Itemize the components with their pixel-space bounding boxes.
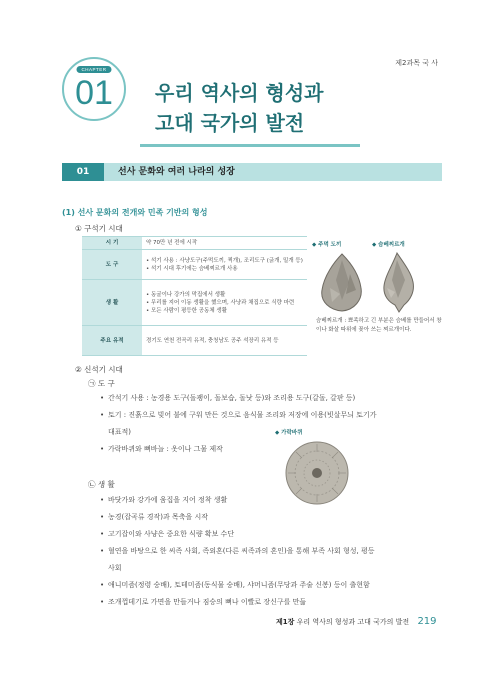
section-title: 선사 문화와 여러 나라의 성장 <box>118 167 235 177</box>
tanged-point-image <box>377 250 422 315</box>
page-label: 제2과목 국 사 <box>395 59 438 67</box>
table-head: 시 기 <box>82 237 142 250</box>
table-head: 생 활 <box>82 280 142 326</box>
subsection-heading: (1) 선사 문화의 전개와 민족 기반의 형성 <box>62 208 208 217</box>
list-item: • 혈연을 바탕으로 한 씨족 사회, 족외혼(다른 씨족과의 혼인)을 통해 부족 사회 형성, 평등 <box>100 543 375 560</box>
page-footer <box>276 616 437 627</box>
life-heading: ㉡ 생 활 <box>88 480 115 489</box>
table-cell: • 동굴이나 강가의 막집에서 생활 • 무리를 지어 이동 생활을 했으며, 사냥과 채집으로 식량 마련 • 모든 사람이 평등한 공동체 생활 <box>142 280 307 326</box>
list-item: • 고기잡이와 사냥은 중요한 식량 확보 수단 <box>100 526 375 543</box>
chapter-title <box>155 78 324 138</box>
table-head: 도 구 <box>82 250 142 280</box>
hand-axe-image <box>312 250 372 315</box>
table-head: 주요 유적 <box>82 326 142 356</box>
tools-heading: ㉠ 도 구 <box>88 379 115 388</box>
table-row <box>82 326 307 356</box>
section-number: 01 <box>62 163 104 181</box>
list-item: • 간석기 사용 : 농경용 도구(돌괭이, 돌보습, 돌낫 등)와 조리용 도구(갈돌, 갈판 등) <box>100 390 376 407</box>
table-cell: 약 70만 년 전에 시작 <box>142 237 307 250</box>
footer-chapter: 제1장 <box>276 618 295 626</box>
list-item: • 농경(잡곡류 경작)과 목축을 시작 <box>100 509 375 526</box>
figure-label-tanged-point: ◆ 슴베찌르개 <box>372 242 405 248</box>
chapter-title-line1: 우리 역사의 형성과 <box>155 81 324 105</box>
neolithic-heading: ② 신석기 시대 <box>75 365 123 374</box>
list-item: 사회 <box>108 564 122 572</box>
list-item: • 가락바퀴와 뼈바늘 : 옷이나 그물 제작 <box>100 441 376 458</box>
list-item: • 바닷가와 강가에 움집을 지어 정착 생활 <box>100 492 375 509</box>
chapter-number: 01 <box>75 74 113 112</box>
list-item: • 조개껍데기로 가면을 만들거나 짐승의 뼈나 이빨로 장신구를 만듦 <box>100 594 375 611</box>
page-number: 219 <box>417 616 437 627</box>
section-bar <box>62 163 442 181</box>
table-row <box>82 237 307 250</box>
footer-title: 우리 역사의 형성과 고대 국가의 발전 <box>296 618 410 626</box>
life-list <box>100 492 375 611</box>
chapter-title-line2: 고대 국가의 발전 <box>155 111 305 135</box>
title-underline <box>140 144 360 147</box>
paleolithic-heading: ① 구석기 시대 <box>75 224 123 233</box>
table-row <box>82 280 307 326</box>
chapter-cap: CHAPTER <box>76 66 111 73</box>
list-item: • 애니미즘(정령 숭배), 토테미즘(동식물 숭배), 샤머니즘(무당과 주술 신봉) 등이 출현함 <box>100 577 375 594</box>
paleolithic-table <box>82 236 307 356</box>
list-item: • 토기 : 진흙으로 빚어 불에 구워 만든 것으로 음식물 조리와 저장에 이용(빗살무늬 토기가 <box>100 407 376 424</box>
chapter-badge <box>62 57 126 121</box>
table-row <box>82 250 307 280</box>
figure-caption: 슴베찌르개 : 뾰족하고 긴 부분은 슴베를 만들어서 창이나 화살 따위에 꽂아 쓰는 찌르개이다. <box>316 318 442 333</box>
figure-label-spindle-whorl: ◆ 가락바퀴 <box>275 430 303 436</box>
figure-label-hand-axe: ◆ 주먹 도끼 <box>312 242 342 248</box>
table-cell: • 석기 사용 : 사냥도구(주먹도끼, 찍개), 조리도구 (긁개, 밀개 등) • 석기 시대 후기에는 슴베찌르개 사용 <box>142 250 307 280</box>
table-cell: 경기도 연천 전곡리 유적, 충청남도 공주 석장리 유적 등 <box>142 326 307 356</box>
list-item: 대표적) <box>108 428 132 436</box>
